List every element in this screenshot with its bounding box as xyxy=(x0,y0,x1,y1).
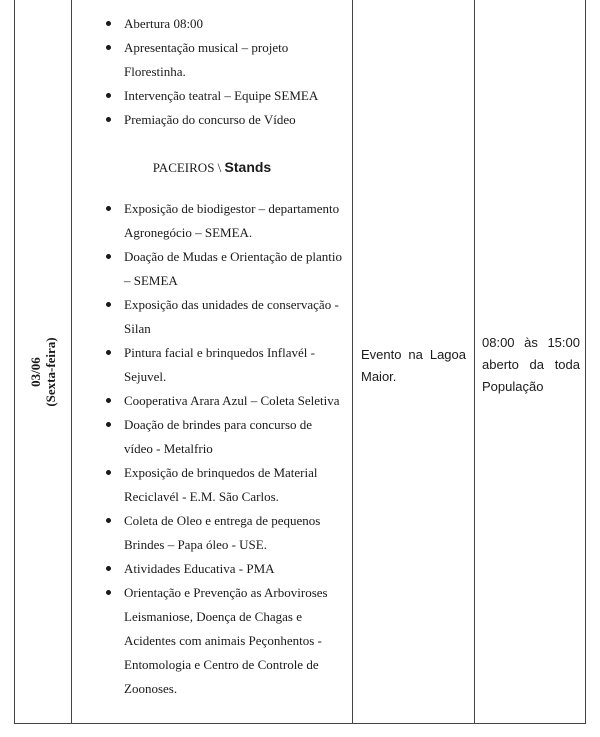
opening-list-container xyxy=(72,12,352,132)
list-item-text: Exposição das unidades de conservação - Silan xyxy=(124,297,339,336)
list-item-text: Exposição de biodigestor – departamento Agronegócio – SEMEA. xyxy=(124,201,340,240)
weekday-value: (Sexta-feira) xyxy=(43,337,58,407)
bullet-icon xyxy=(106,422,111,427)
stands-list xyxy=(72,197,352,701)
hours-line-2 xyxy=(482,354,580,376)
bullet-icon xyxy=(106,254,111,259)
list-item xyxy=(72,197,352,245)
list-item-text: Apresentação musical – projeto Florestinha. xyxy=(124,40,289,79)
stands-heading xyxy=(72,157,352,178)
activities-cell xyxy=(72,0,352,723)
opening-list xyxy=(72,12,352,132)
list-item-text: Exposição de brinquedos de Material Reciclavél - E.M. São Carlos. xyxy=(124,465,318,504)
date-label xyxy=(28,337,58,406)
bullet-icon xyxy=(106,93,111,98)
bullet-icon xyxy=(106,21,111,26)
list-item xyxy=(72,509,352,557)
list-item-text: Intervenção teatral – Equipe SEMEA xyxy=(124,88,319,103)
hours-line-3: População xyxy=(482,379,544,394)
list-item xyxy=(72,245,352,293)
list-item xyxy=(72,293,352,341)
bullet-icon xyxy=(106,398,111,403)
hours-line-2-word: toda xyxy=(554,357,580,372)
hours-end: 15:00 xyxy=(547,335,580,350)
bullet-icon xyxy=(106,302,111,307)
hours-start: 08:00 xyxy=(482,335,515,350)
list-item xyxy=(72,389,352,413)
hours-cell xyxy=(475,0,586,723)
list-item xyxy=(72,557,352,581)
bullet-icon xyxy=(106,206,111,211)
bullet-icon xyxy=(106,45,111,50)
stands-heading-emphasis: Stands xyxy=(224,159,272,175)
list-item xyxy=(72,36,352,84)
bullet-icon xyxy=(106,566,111,571)
bullet-icon xyxy=(106,590,111,595)
stands-heading-prefix: PACEIROS \ xyxy=(152,160,225,175)
bullet-icon xyxy=(106,117,111,122)
list-item xyxy=(72,461,352,509)
date-value: 03/06 xyxy=(28,357,43,387)
hours-text xyxy=(482,332,580,398)
list-item xyxy=(72,413,352,461)
location-text: Evento na Lagoa Maior. xyxy=(361,347,466,384)
schedule-table xyxy=(14,0,586,724)
list-item-text: Pintura facial e brinquedos Inflavél - Sejuvel. xyxy=(124,345,315,384)
stands-list-container xyxy=(72,197,352,701)
hours-connector: às xyxy=(524,335,538,350)
list-item-text: Orientação e Prevenção as Arboviroses Leismaniose, Doença de Chagas e Acidentes com animais Peçonhentos - Entomologia e Centro de Controle de Zoonoses. xyxy=(124,585,328,696)
date-cell xyxy=(15,0,71,723)
list-item xyxy=(72,341,352,389)
list-item-text: Atividades Educativa - PMA xyxy=(124,561,275,576)
hours-line-1 xyxy=(482,332,580,354)
bullet-icon xyxy=(106,470,111,475)
list-item-text: Coleta de Oleo e entrega de pequenos Brindes – Papa óleo - USE. xyxy=(124,513,321,552)
list-item-text: Cooperativa Arara Azul – Coleta Seletiva xyxy=(124,393,340,408)
list-item xyxy=(72,12,352,36)
list-item xyxy=(72,108,352,132)
list-item-text: Doação de Mudas e Orientação de plantio – SEMEA xyxy=(124,249,343,288)
hours-line-2-word: aberto xyxy=(482,357,519,372)
list-item-text: Premiação do concurso de Vídeo xyxy=(124,112,296,127)
bullet-icon xyxy=(106,518,111,523)
list-item-text: Doação de brindes para concurso de vídeo - Metalfrio xyxy=(124,417,313,456)
location-cell xyxy=(353,0,474,723)
list-item xyxy=(72,581,352,701)
list-item-text: Abertura 08:00 xyxy=(124,16,204,31)
bullet-icon xyxy=(106,350,111,355)
hours-line-2-word: da xyxy=(529,357,545,372)
list-item xyxy=(72,84,352,108)
